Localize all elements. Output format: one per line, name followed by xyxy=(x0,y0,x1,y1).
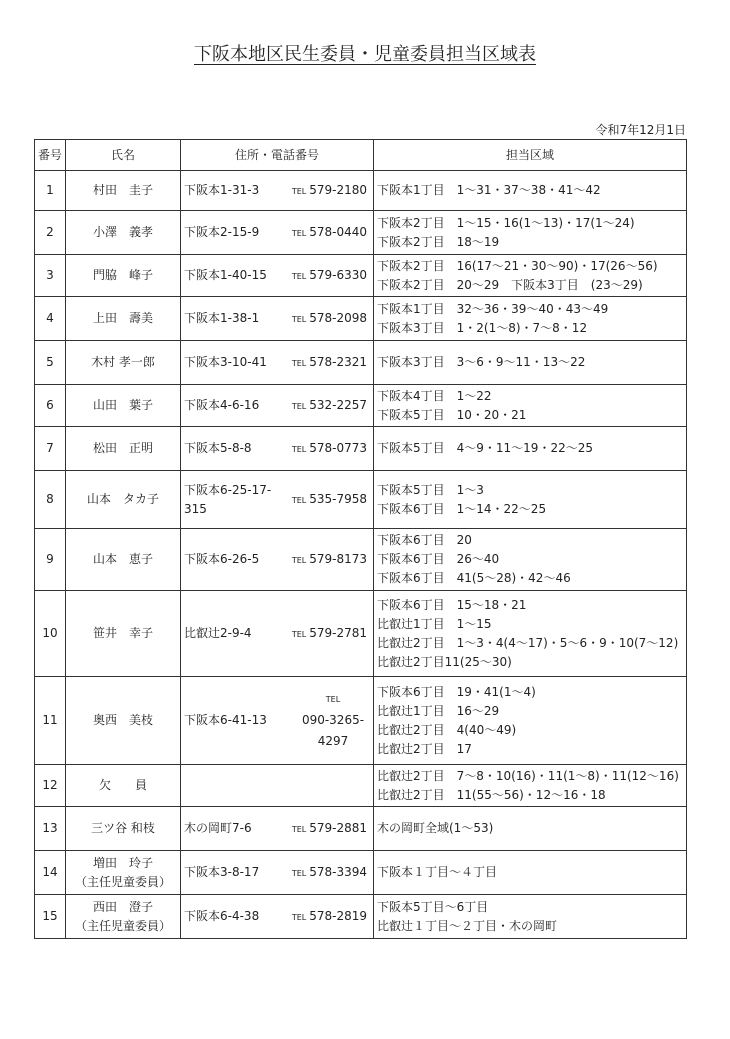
area-line: 下阪本5丁目 1〜3 xyxy=(377,482,484,497)
address-cell xyxy=(181,807,374,851)
name-cell xyxy=(66,765,181,807)
member-role: （主任児童委員） xyxy=(74,874,171,889)
name-cell xyxy=(66,529,181,591)
name-cell xyxy=(66,297,181,341)
table-row xyxy=(35,471,687,529)
phone-number: 578-2321 xyxy=(309,354,367,369)
tel-label: TEL xyxy=(291,186,307,196)
phone xyxy=(292,181,367,201)
member-name: 木村 孝一郎 xyxy=(91,355,155,369)
address-cell xyxy=(181,171,374,211)
address-cell xyxy=(181,765,374,807)
area-cell xyxy=(374,427,687,471)
tel-label: TEL xyxy=(291,401,307,411)
name-cell xyxy=(66,471,181,529)
member-name: 増田 玲子 xyxy=(92,855,153,870)
phone-number: 578-0773 xyxy=(309,440,367,455)
row-number: 1 xyxy=(35,171,66,211)
address: 下阪本6-4-38 xyxy=(184,909,260,923)
address: 下阪本1-31-3 xyxy=(184,183,260,197)
tel-label: TEL xyxy=(291,824,307,834)
area-line: 比叡辻2丁目 1〜3・4(4〜17)・5〜6・9・10(7〜12) xyxy=(377,635,679,650)
member-name: 小澤 義孝 xyxy=(92,225,153,239)
area-line: 下阪本2丁目 18〜19 xyxy=(377,234,500,249)
phone xyxy=(292,309,367,329)
phone-number: 090-3265-4297 xyxy=(301,713,365,748)
address-cell xyxy=(181,427,374,471)
address: 下阪本3-10-41 xyxy=(184,355,267,369)
member-name: 門脇 峰子 xyxy=(92,268,153,282)
table-row xyxy=(35,385,687,427)
issue-date: 令和7年12月1日 xyxy=(595,123,686,137)
address: 下阪本1-40-15 xyxy=(184,268,267,282)
address: 下阪本5-8-8 xyxy=(184,441,252,455)
area-line: 下阪本6丁目 26〜40 xyxy=(377,552,500,566)
phone-number: 578-2098 xyxy=(309,310,367,325)
phone xyxy=(292,550,367,570)
area-cell xyxy=(374,211,687,255)
row-number: 9 xyxy=(35,529,66,591)
member-name: 松田 正明 xyxy=(92,441,153,455)
tel-label: TEL xyxy=(291,271,307,281)
phone-number: 579-6330 xyxy=(309,267,367,282)
name-cell xyxy=(66,427,181,471)
area-line: 下阪本6丁目 19・41(1〜4) xyxy=(377,684,536,699)
phone xyxy=(292,907,367,927)
area-cell xyxy=(374,471,687,529)
table-row xyxy=(35,851,687,895)
area-line: 比叡辻2丁目 17 xyxy=(377,741,472,756)
table-row xyxy=(35,765,687,807)
row-number: 4 xyxy=(35,297,66,341)
phone xyxy=(292,863,367,883)
phone xyxy=(292,439,367,459)
phone xyxy=(292,819,367,839)
tel-label: TEL xyxy=(291,629,307,639)
row-number: 11 xyxy=(35,677,66,765)
phone-number: 578-0440 xyxy=(309,224,367,239)
row-number: 14 xyxy=(35,851,66,895)
area-cell xyxy=(374,385,687,427)
area-line: 比叡辻2丁目 4(40〜49) xyxy=(377,722,517,737)
area-cell xyxy=(374,255,687,297)
table-row xyxy=(35,341,687,385)
address-cell xyxy=(181,341,374,385)
table-row xyxy=(35,427,687,471)
tel-label: TEL xyxy=(291,868,307,878)
tel-label: TEL xyxy=(291,444,307,454)
row-number: 2 xyxy=(35,211,66,255)
area-line: 比叡辻2丁目11(25〜30) xyxy=(377,654,512,669)
address: 比叡辻2-9-4 xyxy=(184,626,252,640)
name-cell xyxy=(66,385,181,427)
area-cell xyxy=(374,765,687,807)
phone-number: 579-2180 xyxy=(309,182,367,197)
area-cell xyxy=(374,851,687,895)
row-number: 6 xyxy=(35,385,66,427)
table-row xyxy=(35,211,687,255)
member-name: 西田 澄子 xyxy=(92,899,153,914)
row-number: 8 xyxy=(35,471,66,529)
tel-label: TEL xyxy=(291,912,307,922)
member-name: 山本 タカ子 xyxy=(86,492,159,506)
member-name: 村田 圭子 xyxy=(92,183,153,197)
area-line: 下阪本3丁目 1・2(1〜8)・7〜8・12 xyxy=(377,320,588,335)
name-cell xyxy=(66,341,181,385)
table-row xyxy=(35,529,687,591)
area-line: 下阪本1丁目 1〜31・37〜38・41〜42 xyxy=(377,183,601,197)
area-line: 下阪本6丁目 15〜18・21 xyxy=(377,597,527,612)
phone xyxy=(292,353,367,373)
area-line: 木の岡町全域(1〜53) xyxy=(377,821,494,835)
phone-number: 532-2257 xyxy=(309,397,367,412)
area-cell xyxy=(374,591,687,677)
row-number: 10 xyxy=(35,591,66,677)
address: 下阪本6-25-17-315 xyxy=(184,482,272,516)
phone xyxy=(292,396,367,416)
area-line: 比叡辻１丁目〜２丁目・木の岡町 xyxy=(377,918,558,933)
name-cell xyxy=(66,851,181,895)
member-name: 笹井 幸子 xyxy=(92,626,153,640)
name-cell xyxy=(66,591,181,677)
address-cell xyxy=(181,529,374,591)
phone xyxy=(292,266,367,286)
member-name: 奥西 美枝 xyxy=(92,713,153,727)
area-line: 下阪本5丁目 4〜9・11〜19・22〜25 xyxy=(377,441,593,455)
address: 木の岡町7-6 xyxy=(184,821,252,835)
header-num: 番号 xyxy=(35,140,66,171)
area-line: 下阪本4丁目 1〜22 xyxy=(377,388,492,403)
address-cell xyxy=(181,211,374,255)
phone xyxy=(292,223,367,243)
area-line: 下阪本１丁目〜４丁目 xyxy=(377,865,498,879)
header-address: 住所・電話番号 xyxy=(181,140,374,171)
header-area: 担当区域 xyxy=(374,140,687,171)
row-number: 15 xyxy=(35,895,66,939)
table-row xyxy=(35,807,687,851)
assignment-table xyxy=(34,139,687,939)
tel-label: TEL xyxy=(291,228,307,238)
member-name: 欠 員 xyxy=(98,778,147,792)
area-cell xyxy=(374,677,687,765)
address-cell xyxy=(181,851,374,895)
member-role: （主任児童委員） xyxy=(74,918,171,933)
tel-label: TEL xyxy=(291,495,307,505)
member-name: 三ツ谷 和枝 xyxy=(91,821,155,835)
name-cell xyxy=(66,677,181,765)
name-cell xyxy=(66,807,181,851)
page-title: 下阪本地区民生委員・児童委員担当区域表 xyxy=(194,44,536,65)
area-cell xyxy=(374,895,687,939)
area-line: 下阪本2丁目 1〜15・16(1〜13)・17(1〜24) xyxy=(377,215,635,230)
table-row xyxy=(35,297,687,341)
tel-label: TEL xyxy=(291,555,307,565)
phone-number: 579-8173 xyxy=(309,551,367,566)
area-line: 比叡辻1丁目 16〜29 xyxy=(377,703,500,718)
address-cell xyxy=(181,677,374,765)
address-cell xyxy=(181,471,374,529)
row-number: 13 xyxy=(35,807,66,851)
area-cell xyxy=(374,807,687,851)
area-line: 比叡辻2丁目 7〜8・10(16)・11(1〜8)・11(12〜16) xyxy=(377,768,679,783)
tel-label: TEL xyxy=(291,314,307,324)
phone xyxy=(292,624,367,644)
address-cell xyxy=(181,385,374,427)
phone-number: 535-7958 xyxy=(309,491,367,506)
area-line: 下阪本6丁目 1〜14・22〜25 xyxy=(377,501,547,516)
area-line: 下阪本2丁目 16(17〜21・30〜90)・17(26〜56) xyxy=(377,258,658,273)
area-cell xyxy=(374,297,687,341)
name-cell xyxy=(66,211,181,255)
area-line: 下阪本6丁目 20 xyxy=(377,533,472,547)
member-name: 山田 葉子 xyxy=(92,398,153,412)
address: 下阪本1-38-1 xyxy=(184,311,260,325)
phone xyxy=(292,490,367,510)
name-cell xyxy=(66,895,181,939)
member-name: 上田 壽美 xyxy=(92,311,153,325)
phone-number: 578-2819 xyxy=(309,908,367,923)
name-cell xyxy=(66,171,181,211)
area-line: 比叡辻1丁目 1〜15 xyxy=(377,616,492,631)
address: 下阪本4-6-16 xyxy=(184,398,260,412)
address-cell xyxy=(181,297,374,341)
area-line: 下阪本1丁目 32〜36・39〜40・43〜49 xyxy=(377,301,609,316)
area-line: 比叡辻2丁目 11(55〜56)・12〜16・18 xyxy=(377,787,606,802)
table-row xyxy=(35,677,687,765)
tel-label: TEL xyxy=(291,358,307,368)
address: 下阪本6-41-13 xyxy=(184,713,267,727)
tel-label: TEL xyxy=(325,695,341,704)
address-cell xyxy=(181,591,374,677)
area-line: 下阪本5丁目〜6丁目 xyxy=(377,899,489,914)
header-name: 氏名 xyxy=(66,140,181,171)
address: 下阪本3-8-17 xyxy=(184,865,260,879)
address: 下阪本2-15-9 xyxy=(184,225,260,239)
table-row xyxy=(35,591,687,677)
phone xyxy=(299,689,367,752)
row-number: 7 xyxy=(35,427,66,471)
row-number: 3 xyxy=(35,255,66,297)
address: 下阪本6-26-5 xyxy=(184,552,260,566)
table-header-row xyxy=(35,140,687,171)
area-cell xyxy=(374,341,687,385)
area-line: 下阪本5丁目 10・20・21 xyxy=(377,407,527,422)
area-cell xyxy=(374,171,687,211)
area-line: 下阪本3丁目 3〜6・9〜11・13〜22 xyxy=(377,355,586,369)
phone-number: 579-2781 xyxy=(309,625,367,640)
address-cell xyxy=(181,895,374,939)
name-cell xyxy=(66,255,181,297)
row-number: 5 xyxy=(35,341,66,385)
area-cell xyxy=(374,529,687,591)
area-line: 下阪本6丁目 41(5〜28)・42〜46 xyxy=(377,571,571,585)
area-line: 下阪本2丁目 20〜29 下阪本3丁目 (23〜29) xyxy=(377,277,643,292)
phone-number: 579-2881 xyxy=(309,820,367,835)
address-cell xyxy=(181,255,374,297)
member-name: 山本 恵子 xyxy=(92,552,153,566)
table-row xyxy=(35,255,687,297)
table-row xyxy=(35,895,687,939)
phone-number: 578-3394 xyxy=(309,864,367,879)
table-row xyxy=(35,171,687,211)
row-number: 12 xyxy=(35,765,66,807)
